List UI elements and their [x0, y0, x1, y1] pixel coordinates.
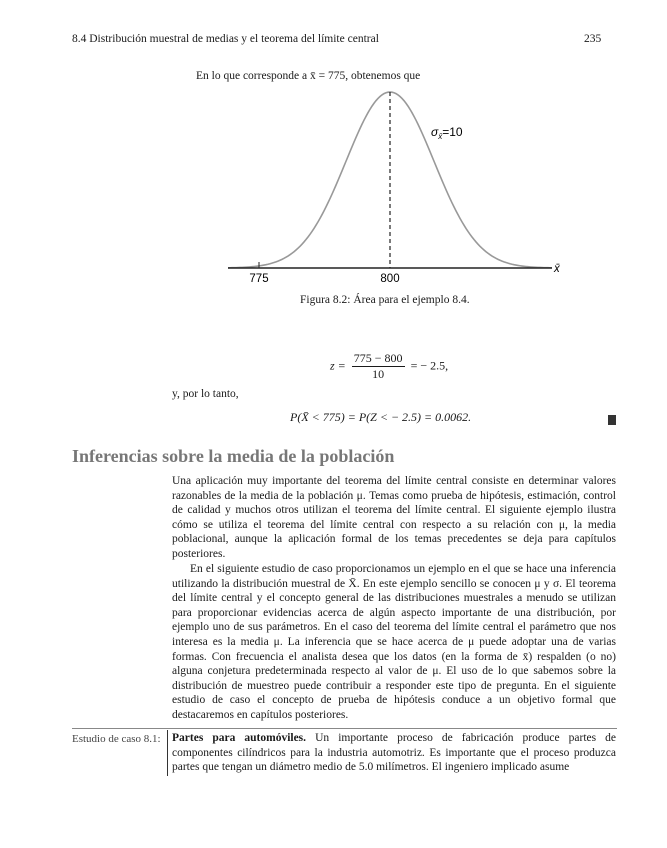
figure-caption: Figura 8.2: Área para el ejemplo 8.4. [300, 294, 470, 306]
page-number: 235 [584, 33, 602, 45]
case-study-body: Un importante proceso de fabricación produce partes de componentes cilíndricos para la industria automotriz. Es importante que el proceso produzca partes que tengan un diámetro medio de 5.0 milímetros. El ingeniero implicado asume [172, 732, 616, 774]
z-rhs: = − 2.5, [410, 358, 449, 373]
section-title: Inferencias sobre la media de la población [72, 446, 395, 466]
running-header: 8.4 Distribución muestral de medias y el teorema del límite central [72, 33, 379, 45]
case-study-label: Estudio de caso 8.1: [72, 733, 161, 745]
x-axis-label: x̄ [554, 263, 560, 275]
z-numerator: 775 − 800 [353, 351, 403, 365]
sigma-label: $\sigma_{x̄}=10$ [431, 125, 463, 141]
z-fraction [352, 351, 405, 382]
intro-line: En lo que corresponde a x̄ = 775, obtenemos que [196, 70, 421, 82]
therefore-text: y, por lo tanto, [172, 388, 239, 400]
paragraph-1: Una aplicación muy importante del teorema del límite central consiste en determinar valores razonables de la media de la población μ. Temas como prueba de hipótesis, estimación, control de calidad y muchos otros utilizan el teorema del límite central. El siguiente ejemplo ilustra cómo se utiliza el teorema del límite central con respecto a su relación con μ, la media poblacional, aunque la aplicación formal de los temas precedentes se deja para capítulos posteriores. [172, 475, 616, 560]
paragraph-2: En el siguiente estudio de caso proporcionamos un ejemplo en el que se hace una inferencia utilizando la distribución muestral de X̄. En este ejemplo sencillo se conocen μ y σ. El teorema del límite central y el concepto general de las distribuciones muestrales a menudo se utilizan para proporcionar evidencias acerca de algún aspecto importante de una distribución, por ejemplo uno de sus parámetros. En el caso del teorema del límite central el parámetro que nos interesa es la media μ. La inferencia que se hace acerca de μ puede adoptar una de varias formas. Con frecuencia el analista desea que los datos (en la forma de x̄) respalden (o no) alguna conjetura predeterminada respecto al valor de μ. El uso de lo que sabemos sobre la distribución de muestreo puede contribuir a responder este tipo de pregunta. En el siguiente estudio de caso el concepto de prueba de hipótesis conduce a un objetivo formal que destacaremos en capítulos posteriores. [172, 563, 616, 721]
end-of-example-mark [608, 415, 616, 425]
case-study-rule [72, 728, 617, 729]
tick-label-775: 775 [249, 273, 269, 285]
probability-formula: P(X̄ < 775) = P(Z < − 2.5) = 0.0062. [290, 410, 472, 424]
z-lhs: z = [330, 358, 346, 373]
case-study-title: Partes para automóviles. [172, 732, 307, 744]
z-formula [330, 351, 448, 382]
case-study-bar [167, 730, 168, 776]
z-denominator: 10 [372, 367, 385, 381]
tick-label-800: 800 [380, 273, 400, 285]
normal-curve-figure [0, 0, 667, 300]
case-study-text [172, 731, 616, 775]
